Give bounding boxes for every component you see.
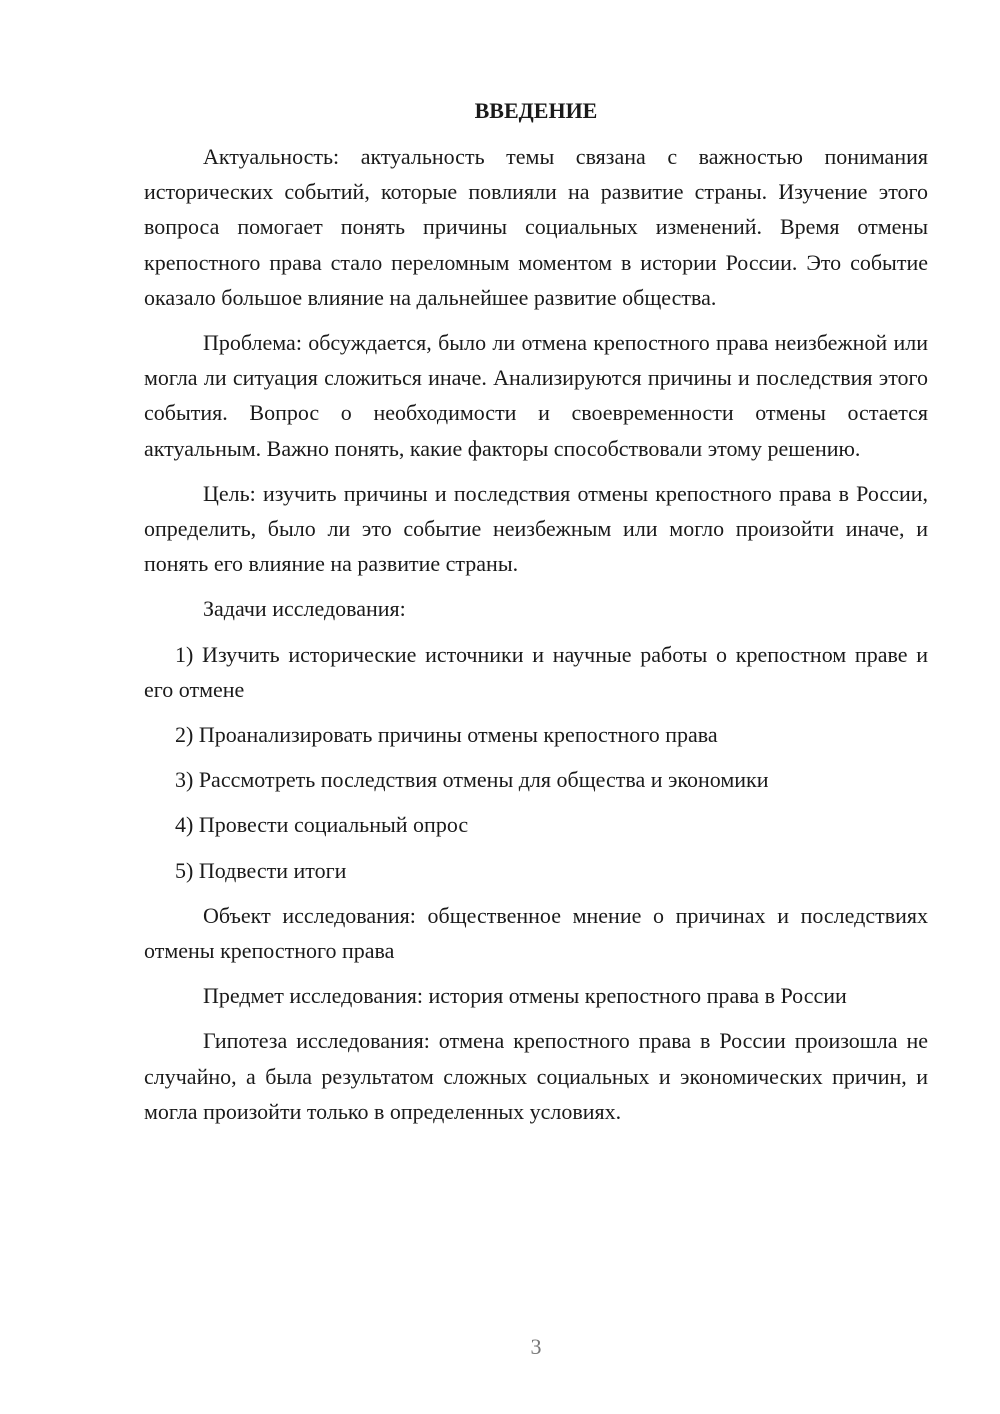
paragraph-goal: Цель: изучить причины и последствия отмены крепостного права в России, определить, было ли это событие неизбежным или могло произойти иначе, и понять его влияние на развитие страны. (144, 480, 928, 577)
task-item: 1) Изучить исторические источники и научные работы о крепостном праве и его отмене (144, 641, 928, 702)
tasks-list (144, 637, 928, 888)
paragraph-subject: Предмет исследования: история отмены крепостного права в России (203, 983, 847, 1009)
task-item: 3) Рассмотреть последствия отмены для общества и экономики (175, 767, 769, 793)
page-number: 3 (530, 1334, 542, 1359)
task-item: 2) Проанализировать причины отмены крепостного права (175, 722, 718, 748)
task-item: 5) Подвести итоги (175, 857, 347, 883)
tasks-heading: Задачи исследования: (203, 596, 406, 622)
paragraph-hypothesis: Гипотеза исследования: отмена крепостного права в России произошла не случайно, а была результатом сложных социальных и экономических причин, и могла произойти только в определенных условиях. (144, 1028, 928, 1124)
paragraph-object: Объект исследования: общественное мнение о причинах и последствиях отмены крепостного права (144, 902, 928, 964)
paragraph-problem: Проблема: обсуждается, было ли отмена крепостного права неизбежной или могла ли ситуация сложиться иначе. Анализируются причины и последствия этого события. Вопрос о необходимости и своевременности отмены остается актуальным. Важно понять, какие факторы способствовали этому решению. (144, 330, 928, 461)
section-title: ВВЕДЕНИЕ (474, 98, 598, 123)
document-page (144, 93, 928, 1139)
paragraph-relevance: Актуальность: актуальность темы связана с важностью понимания исторических событий, которые повлияли на развитие страны. Изучение этого вопроса помогает понять причины социальных изменений. Время отмены крепостного права стало переломным моментом в истории России. Это событие оказало большое влияние на дальнейшее развитие общества. (144, 144, 928, 310)
task-item: 4) Провести социальный опрос (175, 812, 469, 838)
